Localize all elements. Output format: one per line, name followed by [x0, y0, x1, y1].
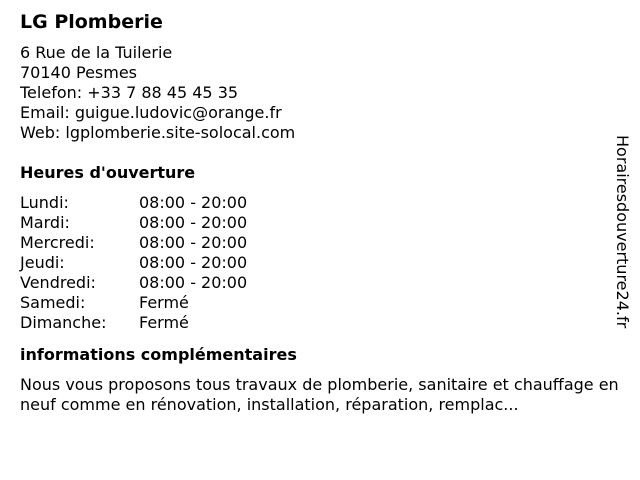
hours-row	[20, 273, 247, 293]
phone-number: +33 7 88 45 45 35	[87, 83, 239, 102]
web-row	[20, 123, 610, 143]
hours-row	[20, 213, 247, 233]
email-address: guigue.ludovic@orange.fr	[74, 103, 282, 122]
day-label: Mardi:	[20, 213, 70, 232]
email-row	[20, 103, 610, 123]
business-description: Nous vous proposons tous travaux de plomberie, sanitaire et chauffage en neuf comme en rénovation, installation, réparation, remplac...	[20, 375, 619, 414]
opening-hours-heading: Heures d'ouverture	[20, 163, 196, 182]
opening-hours-table	[20, 193, 247, 333]
day-label: Mercredi:	[20, 233, 95, 252]
hours-row	[20, 233, 247, 253]
additional-info-heading: informations complémentaires	[20, 345, 297, 364]
address-line-street: 6 Rue de la Tuilerie	[20, 43, 173, 62]
day-hours: Fermé	[139, 293, 189, 312]
day-label: Vendredi:	[20, 273, 96, 292]
day-hours: Fermé	[139, 313, 189, 332]
business-name: LG Plomberie	[20, 11, 163, 33]
address-line-city: 70140 Pesmes	[20, 63, 138, 82]
day-hours: 08:00 - 20:00	[139, 233, 248, 252]
hours-row	[20, 293, 247, 313]
web-address: lgplomberie.site-solocal.com	[65, 123, 296, 142]
day-label: Dimanche:	[20, 313, 107, 332]
phone-row	[20, 83, 610, 103]
day-label: Samedi:	[20, 293, 86, 312]
business-card	[20, 10, 619, 415]
hours-row	[20, 253, 247, 273]
day-hours: 08:00 - 20:00	[139, 273, 248, 292]
web-label: Web:	[20, 123, 61, 142]
day-hours: 08:00 - 20:00	[139, 253, 248, 272]
day-hours: 08:00 - 20:00	[139, 213, 248, 232]
hours-row	[20, 193, 247, 213]
email-label: Email:	[20, 103, 70, 122]
phone-label: Telefon:	[20, 83, 83, 102]
hours-row	[20, 313, 247, 333]
day-label: Lundi:	[20, 193, 69, 212]
day-hours: 08:00 - 20:00	[139, 193, 248, 212]
day-label: Jeudi:	[20, 253, 65, 272]
site-watermark: Horairesdouverture24.fr	[613, 135, 632, 329]
